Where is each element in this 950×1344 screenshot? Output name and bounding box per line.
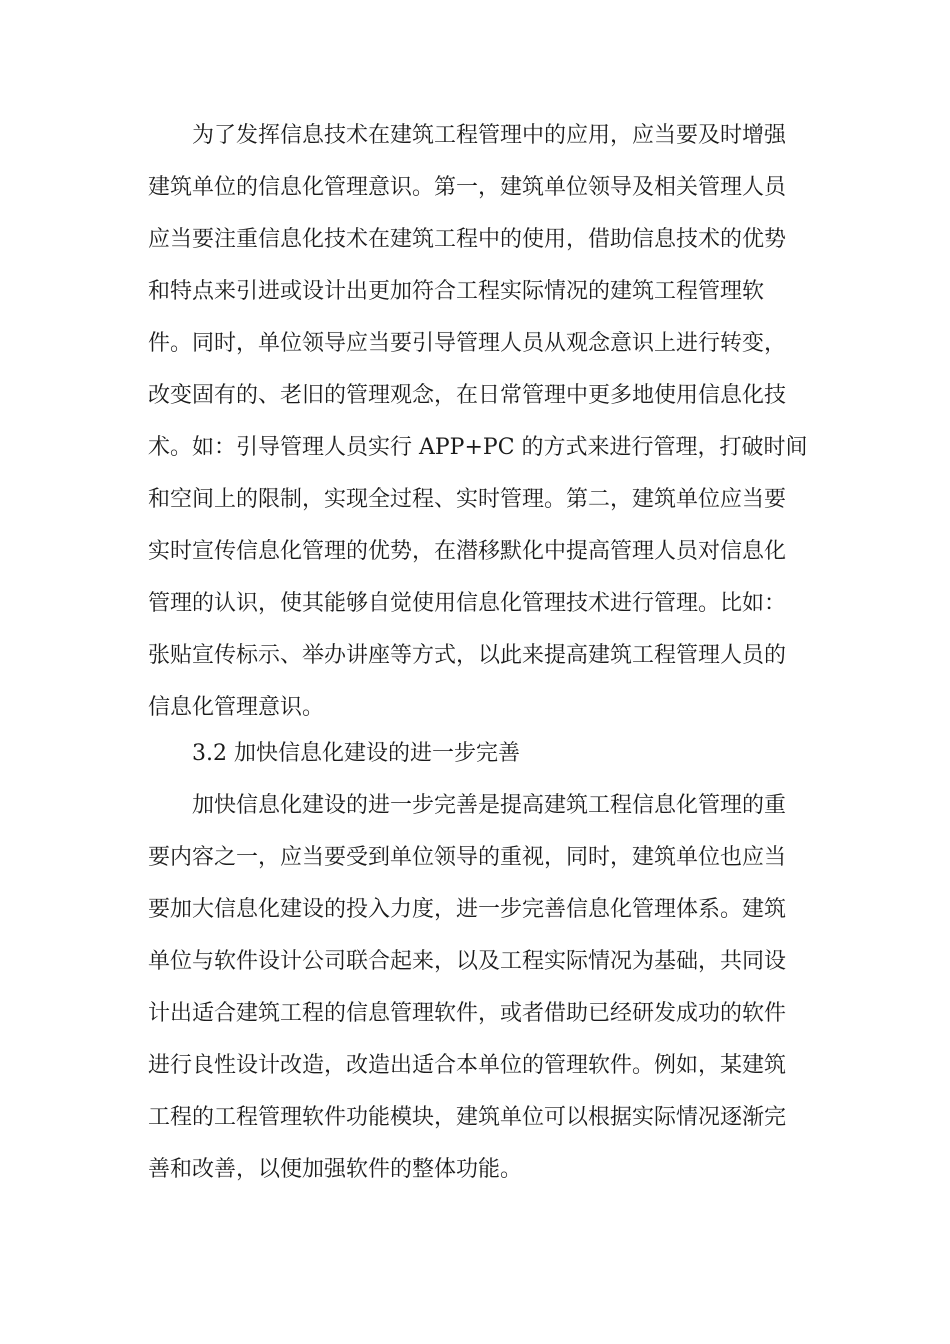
paragraph-2-line: 善和改善，以便加强软件的整体功能。 [148, 1157, 523, 1182]
paragraph-1-line: 建筑单位的信息化管理意识。第一，建筑单位领导及相关管理人员 [148, 175, 787, 200]
paragraph-2-line: 工程的工程管理软件功能模块，建筑单位可以根据实际情况逐渐完 [148, 1105, 787, 1130]
paragraph-1-line: 为了发挥信息技术在建筑工程管理中的应用，应当要及时增强 [192, 123, 787, 148]
paragraph-1-line: 改变固有的、老旧的管理观念，在日常管理中更多地使用信息化技 [148, 383, 787, 408]
section-heading: 3.2 加快信息化建设的进一步完善 [192, 741, 520, 766]
paragraph-1-line: 张贴宣传标示、举办讲座等方式，以此来提高建筑工程管理人员的 [148, 643, 787, 668]
paragraph-1-line: 件。同时，单位领导应当要引导管理人员从观念意识上进行转变， [148, 331, 787, 356]
paragraph-2-line: 计出适合建筑工程的信息管理软件，或者借助已经研发成功的软件 [148, 1001, 787, 1026]
paragraph-1-line: 实时宣传信息化管理的优势，在潜移默化中提高管理人员对信息化 [148, 539, 787, 564]
paragraph-2-line: 要加大信息化建设的投入力度，进一步完善信息化管理体系。建筑 [148, 897, 787, 922]
paragraph-1-line: 和空间上的限制，实现全过程、实时管理。第二，建筑单位应当要 [148, 487, 787, 512]
paragraph-1-line: 应当要注重信息化技术在建筑工程中的使用，借助信息技术的优势 [148, 227, 787, 252]
paragraph-1-line: 管理的认识，使其能够自觉使用信息化管理技术进行管理。比如： [148, 591, 787, 616]
paragraph-1-line: 信息化管理意识。 [148, 695, 325, 720]
paragraph-2-line: 单位与软件设计公司联合起来，以及工程实际情况为基础，共同设 [148, 949, 787, 974]
paragraph-2-line: 进行良性设计改造，改造出适合本单位的管理软件。例如，某建筑 [148, 1053, 787, 1078]
paragraph-1-line: 术。如：引导管理人员实行 APP+PC 的方式来进行管理，打破时间 [148, 435, 808, 460]
paragraph-2-line: 加快信息化建设的进一步完善是提高建筑工程信息化管理的重 [192, 793, 787, 818]
paragraph-1-line: 和特点来引进或设计出更加符合工程实际情况的建筑工程管理软 [148, 279, 765, 304]
paragraph-2-line: 要内容之一，应当要受到单位领导的重视，同时，建筑单位也应当 [148, 845, 787, 870]
